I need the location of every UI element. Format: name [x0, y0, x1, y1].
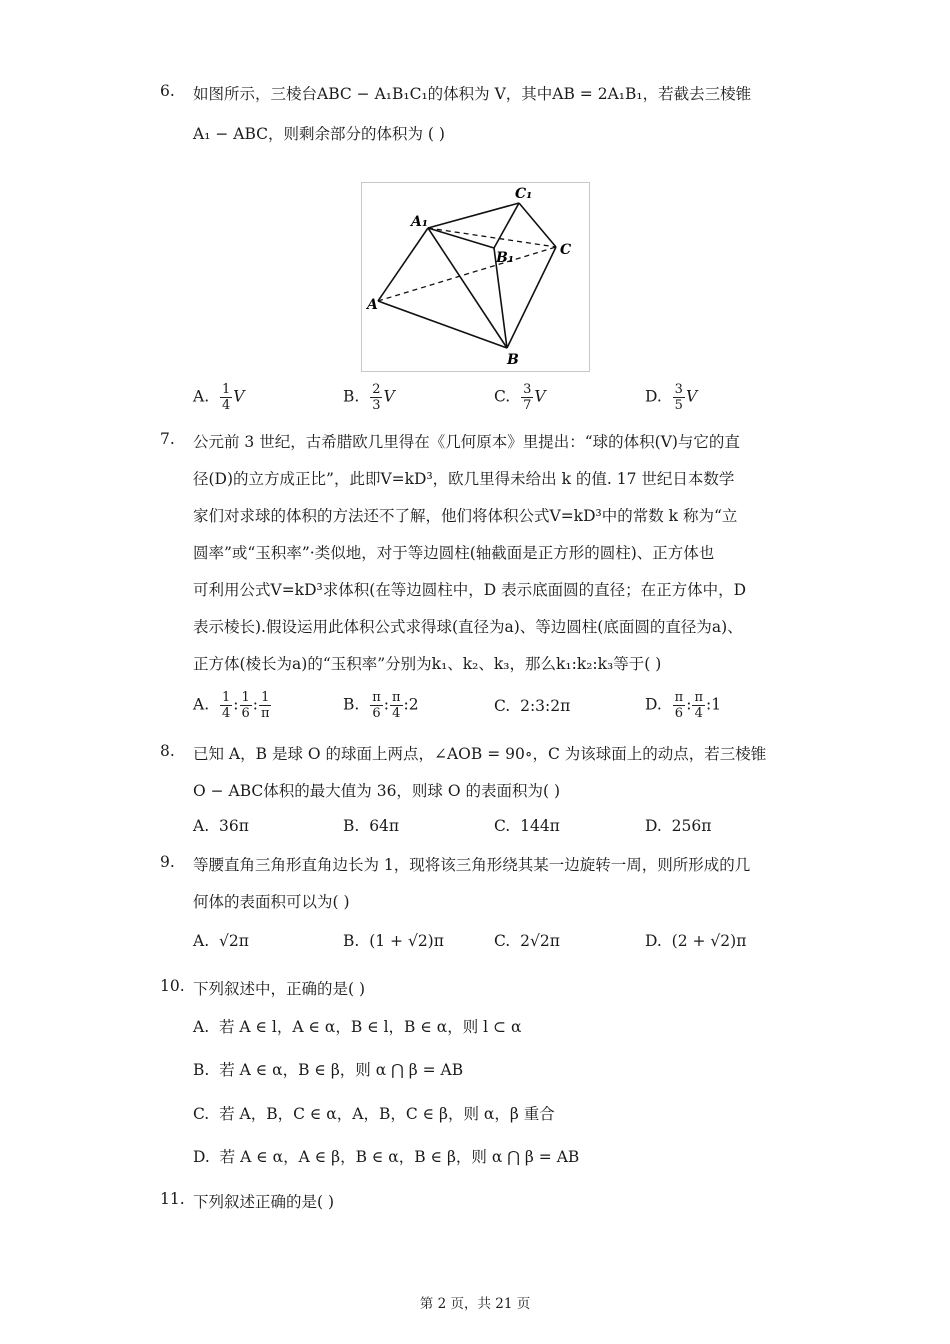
option-label: C. [494, 387, 511, 406]
option-b[interactable] [343, 932, 444, 950]
denominator: 7 [523, 398, 532, 413]
option-text: 144π [520, 817, 560, 835]
question-text: O − ABC体积的最大值为 36，则球 O 的表面积为( ) [193, 782, 561, 800]
option-text: 64π [369, 817, 400, 835]
question-number: 11. [160, 1190, 185, 1208]
variable: V [534, 387, 546, 406]
option-label: B. [343, 387, 360, 406]
fraction [390, 690, 403, 721]
numerator: 1 [221, 382, 231, 397]
option-a[interactable]: A. $\frac{1}{4}$ : $\frac{1}{6}$ : $\frac{1}{\pi}$ [193, 690, 270, 721]
question-text: 公元前 3 世纪，古希腊欧几里得在《几何原本》里提出：“球的体积(V)与它的直 [193, 433, 740, 451]
question-text: 径(D)的立方成正比”，此即V=kD³，欧几里得未给出 k 的值. 17 世纪日本数学 [193, 470, 735, 488]
option-text: 36π [218, 817, 249, 835]
fraction [370, 690, 383, 721]
frustum-figure [361, 182, 590, 372]
question-text: 何体的表面积可以为( ) [193, 893, 350, 911]
variable: V [383, 387, 395, 406]
option-label: B. [343, 932, 360, 950]
fraction [220, 382, 232, 413]
question-text: 如图所示，三棱台ABC − A₁B₁C₁的体积为 V，其中AB = 2A₁B₁，若截去三棱锥 [193, 85, 752, 103]
option-b[interactable]: B. $\frac{\pi}{6}$ : $\frac{\pi}{4}$ :2 [343, 690, 419, 721]
denominator: 6 [674, 706, 684, 721]
question-number: 9. [160, 853, 175, 871]
question-text: A₁ − ABC，则剩余部分的体积为 ( ) [193, 125, 445, 143]
option-label: D. [645, 817, 662, 835]
ratio-tail: :1 [706, 695, 722, 714]
option-text: 256π [671, 817, 712, 835]
fraction [521, 382, 533, 413]
option-text: (1 + √2)π [369, 932, 444, 950]
option-label: D. [645, 387, 662, 406]
question-number: 7. [160, 430, 175, 448]
option-c[interactable] [193, 1102, 555, 1124]
option-label: C. [193, 1105, 210, 1123]
option-text: 若 A ∈ α，B ∈ β，则 α ⋂ β = AB [219, 1061, 464, 1079]
option-b[interactable] [193, 1058, 463, 1080]
numerator: π [372, 690, 381, 705]
option-d[interactable] [645, 932, 746, 950]
question-7 [160, 430, 800, 730]
denominator: 4 [221, 398, 231, 413]
option-c[interactable] [494, 932, 560, 950]
fraction [220, 690, 232, 721]
option-c[interactable] [494, 382, 546, 413]
denominator: 6 [372, 706, 381, 721]
option-label: B. [343, 695, 360, 714]
question-text: 下列叙述正确的是( ) [193, 1193, 335, 1211]
option-label: A. [193, 932, 210, 950]
option-label: A. [193, 1018, 210, 1036]
option-d[interactable] [645, 817, 711, 835]
option-text: 若 A ∈ α，A ∈ β，B ∈ α，B ∈ β，则 α ⋂ β = AB [219, 1148, 580, 1166]
denominator: 3 [372, 398, 381, 413]
option-text: (2 + √2)π [671, 932, 747, 950]
vertex-label-b1: B₁ [496, 250, 514, 266]
variable: V [233, 387, 245, 406]
option-label: C. [494, 932, 511, 950]
option-text: √2π [218, 932, 249, 950]
numerator: π [391, 690, 401, 705]
option-d[interactable]: D. $\frac{\pi}{6}$ : $\frac{\pi}{4}$ :1 [645, 690, 722, 721]
numerator: 1 [221, 690, 231, 705]
fraction [370, 382, 382, 413]
vertex-label-b: B [507, 352, 519, 368]
question-text: 已知 A，B 是球 O 的球面上两点，∠AOB = 90∘，C 为该球面上的动点，若三棱锥 [193, 745, 767, 763]
option-a[interactable] [193, 932, 249, 950]
variable: V [685, 387, 698, 406]
page-footer: 第 2 页，共 21 页 [419, 1296, 531, 1312]
ratio-tail: :2 [403, 695, 419, 714]
question-9 [160, 853, 800, 933]
fraction [240, 690, 252, 721]
question-text: 表示棱长).假设运用此体积公式求得球(直径为a)、等边圆柱(底面圆的直径为a)、 [193, 618, 743, 636]
question-text: 圆率”或“玉积率”·类似地，对于等边圆柱(轴截面是正方形的圆柱)、正方体也 [193, 544, 715, 562]
fraction [673, 382, 685, 413]
question-text: 可利用公式V=kD³求体积(在等边圆柱中，D 表示底面圆的直径；在正方体中，D [193, 581, 747, 599]
question-text: 下列叙述中，正确的是( ) [193, 980, 366, 998]
option-label: C. [494, 817, 511, 835]
vertex-label-c: C [560, 242, 572, 258]
option-label: A. [193, 817, 210, 835]
question-number: 10. [160, 977, 185, 995]
numerator: 3 [523, 382, 532, 397]
denominator: 6 [241, 706, 250, 721]
option-text: 2:3:2π [520, 697, 571, 715]
option-d[interactable] [193, 1145, 579, 1167]
denominator: 4 [221, 706, 231, 721]
option-c[interactable] [494, 697, 570, 715]
denominator: 4 [694, 706, 703, 721]
numerator: π [694, 690, 703, 705]
option-label: A. [193, 695, 210, 714]
option-label: A. [193, 387, 210, 406]
vertex-label-a: A [367, 297, 378, 313]
option-text: 2√2π [520, 932, 560, 950]
vertex-label-a1: A₁ [411, 214, 428, 230]
option-a[interactable] [193, 817, 249, 835]
denominator: π [261, 706, 270, 721]
denominator: 4 [392, 706, 401, 721]
option-a[interactable] [193, 382, 244, 413]
option-label: D. [193, 1148, 210, 1166]
question-number: 8. [160, 742, 175, 760]
option-b[interactable] [343, 817, 399, 835]
numerator: 2 [372, 382, 381, 397]
option-label: D. [645, 695, 662, 714]
question-8 [160, 742, 800, 822]
numerator: 1 [241, 690, 250, 705]
option-d[interactable] [645, 382, 697, 413]
fraction [673, 690, 686, 721]
fraction [259, 690, 272, 721]
option-text: 若 A ∈ l，A ∈ α，B ∈ l，B ∈ α，则 l ⊂ α [218, 1018, 522, 1036]
option-b[interactable] [343, 382, 395, 413]
question-text: 家们对求球的体积的方法还不了解，他们将体积公式V=kD³中的常数 k 称为“立 [193, 507, 738, 525]
numerator: 3 [674, 382, 683, 397]
option-label: D. [645, 932, 662, 950]
denominator: 5 [674, 398, 683, 413]
question-text: 等腰直角三角形直角边长为 1，现将该三角形绕其某一边旋转一周，则所形成的几 [193, 856, 751, 874]
option-a[interactable] [193, 1015, 521, 1037]
numerator: π [674, 690, 684, 705]
option-text: 若 A，B，C ∈ α，A，B，C ∈ β，则 α，β 重合 [219, 1105, 555, 1123]
question-11 [160, 1190, 800, 1220]
numerator: 1 [261, 690, 270, 705]
option-label: C. [494, 697, 511, 715]
question-number: 6. [160, 82, 175, 100]
option-label: B. [343, 817, 360, 835]
vertex-label-c1: C₁ [515, 186, 533, 202]
option-label: B. [193, 1061, 210, 1079]
option-c[interactable] [494, 817, 560, 835]
question-text: 正方体(棱长为a)的“玉积率”分别为k₁、k₂、k₃，那么k₁:k₂:k₃等于( ) [193, 655, 662, 673]
fraction [692, 690, 705, 721]
